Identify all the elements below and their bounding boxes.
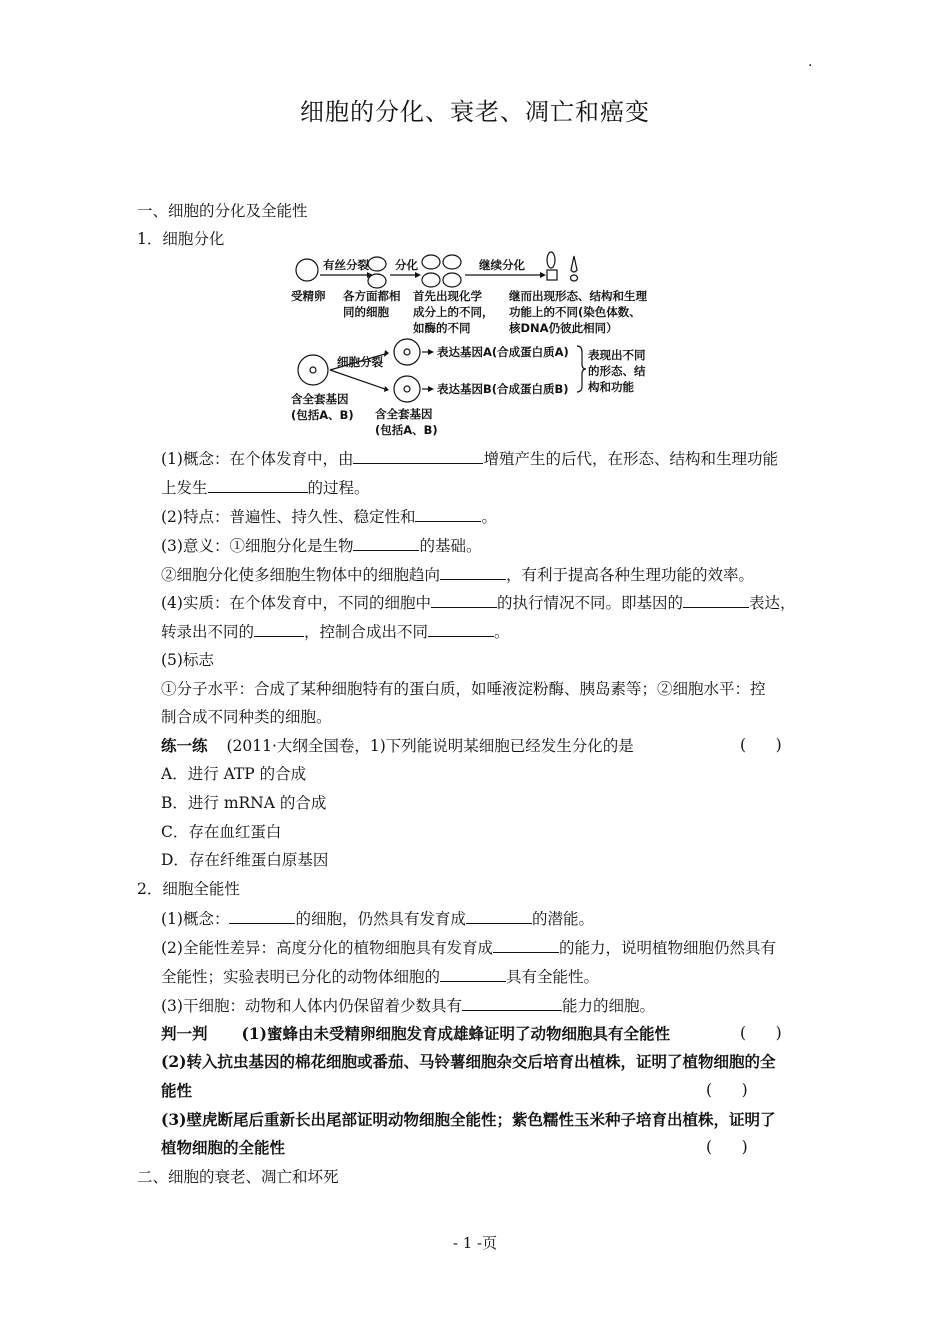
- judge-line3b: 植物细胞的全能性: [161, 1138, 286, 1157]
- differentiation-diagram: [285, 248, 675, 442]
- sub1-heading: 1．细胞分化: [137, 230, 225, 248]
- cell-stage-2: [422, 273, 440, 287]
- result-line2: 的形态、结: [588, 364, 646, 378]
- fullgene-right-line1: 含全套基因: [375, 407, 433, 421]
- blank: [431, 592, 497, 608]
- daughter-cell-a: [394, 339, 420, 365]
- option-d: D．存在纤维蛋白原基因: [161, 851, 329, 869]
- blank: [440, 564, 506, 580]
- option-a: A．进行 ATP 的合成: [161, 765, 307, 783]
- label-cell-division: 细胞分裂: [337, 355, 383, 369]
- blank: [440, 966, 506, 982]
- label-mitosis: 有丝分裂: [323, 258, 369, 272]
- practice-label: 练一练: [161, 736, 208, 755]
- caption-a-line1: 各方面都相: [343, 289, 401, 303]
- result-line3: 构和功能: [588, 380, 634, 394]
- blank: [208, 477, 308, 493]
- page-dot: .: [808, 54, 813, 70]
- p4-line1: (4)实质：在个体发育中，不同的细胞中 的执行情况不同。即基因的 表达，: [161, 594, 796, 612]
- daughter-cell-b: [394, 376, 420, 402]
- differentiated-cell-drop: [571, 256, 577, 272]
- p3b: ②细胞分化使多细胞生物体中的细胞趋向 ，有利于提高各种生理功能的效率。: [161, 566, 755, 584]
- p5: (5)标志: [161, 651, 214, 669]
- blank: [415, 506, 481, 522]
- cell-stage-2: [443, 273, 461, 287]
- blank: [254, 621, 304, 637]
- judge-label: 判一判: [161, 1024, 208, 1043]
- p1-line2: 上发生 的过程。: [161, 479, 370, 497]
- differentiated-cell-rect: [547, 270, 557, 280]
- label-continue: 继续分化: [479, 258, 525, 272]
- p2: (2)特点：普遍性、持久性、稳定性和 。: [161, 508, 497, 526]
- parent-cell: [298, 355, 328, 385]
- option-b: B．进行 mRNA 的合成: [161, 794, 327, 812]
- caption-c-line3: 核DNA仍彼此相同）: [509, 321, 618, 335]
- parent-nucleus: [310, 367, 316, 373]
- caption-a-line2: 同的细胞: [343, 305, 389, 319]
- judge-line3a: (3)壁虎断尾后重新长出尾部证明动物细胞全能性；紫色糯性玉米种子培育出植株，证明了: [161, 1110, 776, 1129]
- express-b: 表达基因B(合成蛋白质B): [437, 382, 569, 396]
- fullgene-right-line2: (包括A、B): [375, 423, 438, 437]
- p5-line1: ①分子水平：合成了某种细胞特有的蛋白质，如唾液淀粉酶、胰岛素等；②细胞水平：控: [161, 680, 766, 698]
- blank: [683, 592, 749, 608]
- caption-c-line2: 功能上的不同(染色体数、: [509, 305, 641, 319]
- daughter-nucleus-a: [404, 349, 410, 355]
- section2-heading: 二、细胞的衰老、凋亡和坏死: [137, 1168, 339, 1186]
- p3: (3)意义：①细胞分化是生物 的基础。: [161, 537, 482, 555]
- cell-stage-2: [422, 255, 440, 269]
- caption-c-line1: 继而出现形态、结构和生理: [509, 289, 647, 303]
- fullgene-left-line2: (包括A、B): [291, 408, 354, 422]
- label-zygote: 受精卵: [291, 289, 326, 303]
- practice-question: 练一练 (2011·大纲全国卷，1)下列能说明某细胞已经发生分化的是: [161, 736, 634, 755]
- page-title: 细胞的分化、衰老、凋亡和癌变: [300, 98, 650, 126]
- blank: [229, 908, 295, 924]
- answer-paren: ( ): [740, 1024, 782, 1042]
- result-brace: [577, 346, 586, 392]
- answer-paren: ( ): [706, 1138, 748, 1156]
- judge-line2a: (2)转入抗虫基因的棉花细胞或番茄、马铃薯细胞杂交后培育出植株，证明了植物细胞的全: [161, 1052, 776, 1071]
- page-footer: - 1 -页: [452, 1234, 498, 1252]
- blank: [493, 937, 559, 953]
- fullgene-left-line1: 含全套基因: [291, 392, 349, 406]
- differentiated-cell-oval: [547, 252, 555, 268]
- caption-b-line2: 成分上的不同，: [413, 305, 494, 319]
- p4-line2: 转录出不同的 ，控制合成出不同 。: [161, 623, 510, 641]
- q2-line2: 全能性；实验表明已分化的动物体细胞的 具有全能性。: [161, 968, 600, 986]
- blank: [353, 448, 483, 464]
- sub2-heading: 2．细胞全能性: [137, 880, 240, 898]
- q1: (1)概念： 的细胞，仍然具有发育成 的潜能。: [161, 910, 594, 928]
- zygote-cell: [296, 259, 318, 281]
- caption-b-line1: 首先出现化学: [413, 289, 482, 303]
- blank: [462, 995, 562, 1011]
- daughter-nucleus-b: [404, 386, 410, 392]
- blank: [353, 535, 419, 551]
- p1-line1: (1)概念：在个体发育中，由 增殖产生的后代，在形态、结构和生理功能: [161, 450, 778, 468]
- express-a: 表达基因A(合成蛋白质A): [437, 345, 569, 359]
- answer-paren: ( ): [706, 1081, 748, 1099]
- cell-stage-1: [368, 257, 386, 271]
- result-line1: 表现出不同: [588, 348, 646, 362]
- q2-line1: (2)全能性差异：高度分化的植物细胞具有发育成 的能力，说明植物细胞仍然具有: [161, 939, 776, 957]
- answer-paren: ( ): [740, 736, 782, 754]
- option-c: C．存在血红蛋白: [161, 823, 282, 841]
- section1-heading: 一、细胞的分化及全能性: [137, 202, 308, 220]
- label-differentiation: 分化: [395, 258, 418, 272]
- differentiated-cell-small: [571, 275, 578, 281]
- blank: [466, 908, 532, 924]
- caption-b-line3: 如酶的不同: [413, 321, 471, 335]
- judge-line2b: 能性: [161, 1081, 193, 1100]
- p5-line2: 制合成不同种类的细胞。: [161, 708, 332, 726]
- q3: (3)干细胞：动物和人体内仍保留着少数具有 能力的细胞。: [161, 997, 655, 1015]
- blank: [428, 621, 494, 637]
- cell-stage-2: [443, 255, 461, 269]
- judge-line1: 判一判 (1)蜜蜂由未受精卵细胞发育成雄蜂证明了动物细胞具有全能性: [161, 1024, 670, 1043]
